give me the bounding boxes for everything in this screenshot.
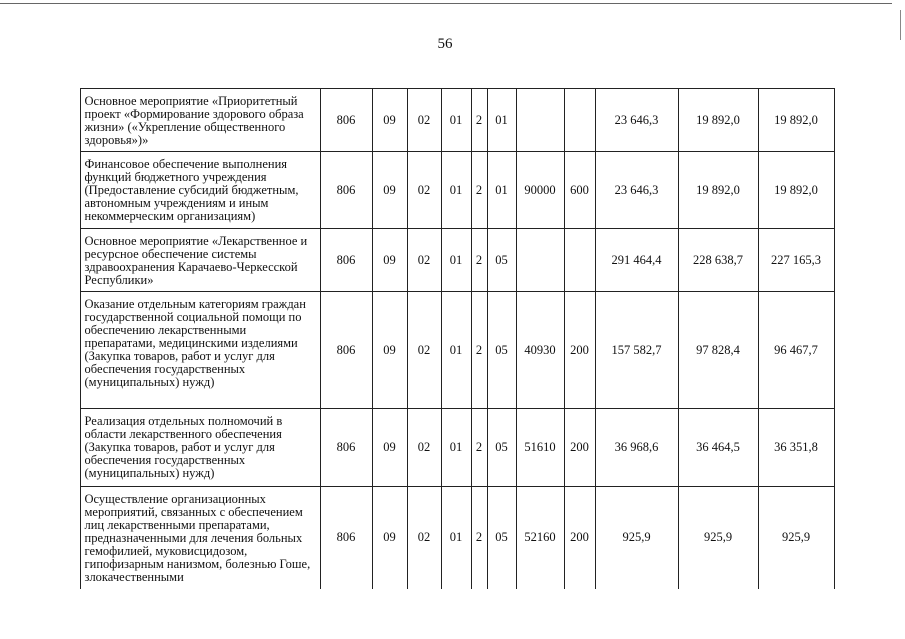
- table-row: [52, 89, 834, 152]
- cell-admin-code: 806: [320, 409, 372, 487]
- cell-section: 09: [372, 152, 407, 229]
- margin-cell: [52, 152, 80, 229]
- cell-amount-2: 97 828,4: [678, 292, 758, 409]
- top-rule: [0, 3, 892, 4]
- cell-expense-type: 600: [564, 152, 595, 229]
- margin-cell: [52, 229, 80, 292]
- cell-section: 09: [372, 409, 407, 487]
- cell-subprogram: 2: [471, 292, 487, 409]
- row-name: Реализация отдельных полномочий в области лекарственного обеспечения (Закупка товаров, работ и услуг для обеспечения государственных (муниципальных) нужд): [80, 409, 320, 487]
- cell-section: 09: [372, 229, 407, 292]
- cell-amount-3: 925,9: [758, 487, 834, 589]
- cell-admin-code: 806: [320, 152, 372, 229]
- margin-cell: [52, 89, 80, 152]
- cell-event: 05: [487, 292, 516, 409]
- cell-expense-type: 200: [564, 292, 595, 409]
- cell-subsection: 02: [407, 89, 441, 152]
- cell-subsection: 02: [407, 409, 441, 487]
- table-row: [52, 292, 834, 409]
- cell-amount-3: 36 351,8: [758, 409, 834, 487]
- row-name: Оказание отдельным категориям граждан государственной социальной помощи по обеспечению лекарственными препаратами, медицинскими изделиями (Закупка товаров, работ и услуг для обеспечения государственных (муниципальных) нужд): [80, 292, 320, 409]
- page-number: 56: [437, 36, 453, 52]
- table-row: [52, 229, 834, 292]
- cell-program: 01: [441, 292, 471, 409]
- cell-section: 09: [372, 89, 407, 152]
- cell-direction: 40930: [516, 292, 564, 409]
- cell-amount-2: 228 638,7: [678, 229, 758, 292]
- cell-expense-type: [564, 89, 595, 152]
- cell-amount-3: 227 165,3: [758, 229, 834, 292]
- cell-program: 01: [441, 89, 471, 152]
- cell-subsection: 02: [407, 229, 441, 292]
- margin-cell: [52, 409, 80, 487]
- cell-subsection: 02: [407, 487, 441, 589]
- cell-direction: 90000: [516, 152, 564, 229]
- row-name: Осуществление организационных мероприятий, связанных с обеспечением лиц лекарственными препаратами, предназначенными для лечения больных гемофилией, муковисцидозом, гипофизарным нанизмом, болезнью Гоше, злокачественными: [80, 487, 320, 589]
- cell-amount-3: 96 467,7: [758, 292, 834, 409]
- cell-direction: 51610: [516, 409, 564, 487]
- cell-event: 01: [487, 152, 516, 229]
- cell-subprogram: 2: [471, 409, 487, 487]
- cell-subsection: 02: [407, 292, 441, 409]
- cell-subprogram: 2: [471, 487, 487, 589]
- cell-program: 01: [441, 152, 471, 229]
- cell-section: 09: [372, 292, 407, 409]
- cell-admin-code: 806: [320, 89, 372, 152]
- margin-cell: [52, 487, 80, 589]
- cell-expense-type: [564, 229, 595, 292]
- row-name: Основное мероприятие «Приоритетный проект «Формирование здорового образа жизни» («Укрепление общественного здоровья»)»: [80, 89, 320, 152]
- cell-amount-1: 23 646,3: [595, 152, 678, 229]
- right-margin-mark: [900, 10, 901, 40]
- row-name: Основное мероприятие «Лекарственное и ресурсное обеспечение системы здравоохранения Карачаево-Черкесской Республики»: [80, 229, 320, 292]
- cell-program: 01: [441, 409, 471, 487]
- cell-program: 01: [441, 229, 471, 292]
- cell-direction: 52160: [516, 487, 564, 589]
- cell-admin-code: 806: [320, 487, 372, 589]
- cell-admin-code: 806: [320, 292, 372, 409]
- cell-program: 01: [441, 487, 471, 589]
- table-row: [52, 487, 834, 589]
- cell-amount-1: 925,9: [595, 487, 678, 589]
- budget-table: [52, 88, 835, 589]
- cell-amount-2: 19 892,0: [678, 152, 758, 229]
- cell-event: 05: [487, 229, 516, 292]
- cell-expense-type: 200: [564, 409, 595, 487]
- cell-amount-2: 36 464,5: [678, 409, 758, 487]
- cell-event: 01: [487, 89, 516, 152]
- cell-amount-3: 19 892,0: [758, 89, 834, 152]
- cell-direction: [516, 89, 564, 152]
- cell-expense-type: 200: [564, 487, 595, 589]
- cell-direction: [516, 229, 564, 292]
- cell-event: 05: [487, 409, 516, 487]
- cell-section: 09: [372, 487, 407, 589]
- cell-amount-2: 19 892,0: [678, 89, 758, 152]
- cell-amount-3: 19 892,0: [758, 152, 834, 229]
- table-row: [52, 152, 834, 229]
- cell-amount-1: 36 968,6: [595, 409, 678, 487]
- cell-amount-1: 291 464,4: [595, 229, 678, 292]
- row-name: Финансовое обеспечение выполнения функций бюджетного учреждения (Предоставление субсидий бюджетным, автономным учреждениям и иным некоммерческим организациям): [80, 152, 320, 229]
- margin-cell: [52, 292, 80, 409]
- cell-subsection: 02: [407, 152, 441, 229]
- cell-amount-2: 925,9: [678, 487, 758, 589]
- cell-subprogram: 2: [471, 89, 487, 152]
- cell-amount-1: 157 582,7: [595, 292, 678, 409]
- cell-admin-code: 806: [320, 229, 372, 292]
- table-row: [52, 409, 834, 487]
- cell-subprogram: 2: [471, 152, 487, 229]
- cell-amount-1: 23 646,3: [595, 89, 678, 152]
- cell-subprogram: 2: [471, 229, 487, 292]
- cell-event: 05: [487, 487, 516, 589]
